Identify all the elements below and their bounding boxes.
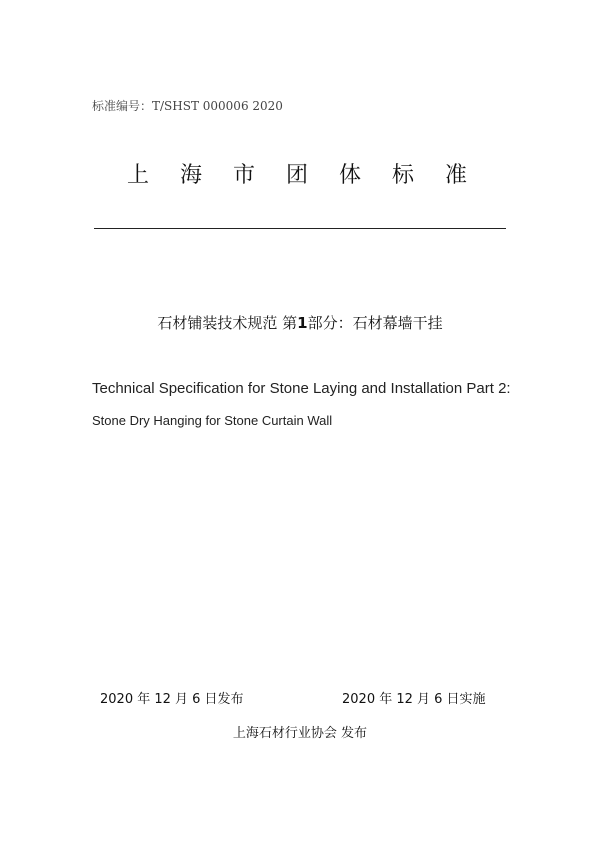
- publisher: 上海石材行业协会 发布: [232, 726, 368, 741]
- title-chinese-suffix: 部分：石材幕墙干挂: [307, 314, 443, 332]
- title-part-number: 1: [297, 314, 308, 332]
- standard-number: 标准编号：T/SHST 000006 2020: [92, 99, 283, 113]
- title-chinese: [0, 312, 600, 333]
- title-english-line1: Technical Specification for Stone Laying and Installation Part 2:: [92, 380, 511, 397]
- implementation-date: 2020 年 12 月 6 日实施: [342, 692, 486, 707]
- group-standard-title: 上 海 市 团 体 标 准: [127, 163, 479, 188]
- divider-line: [94, 228, 506, 229]
- issue-date: 2020 年 12 月 6 日发布: [100, 692, 244, 707]
- title-english-line2: Stone Dry Hanging for Stone Curtain Wall: [92, 413, 333, 428]
- title-chinese-prefix: 石材铺装技术规范 第: [157, 314, 298, 332]
